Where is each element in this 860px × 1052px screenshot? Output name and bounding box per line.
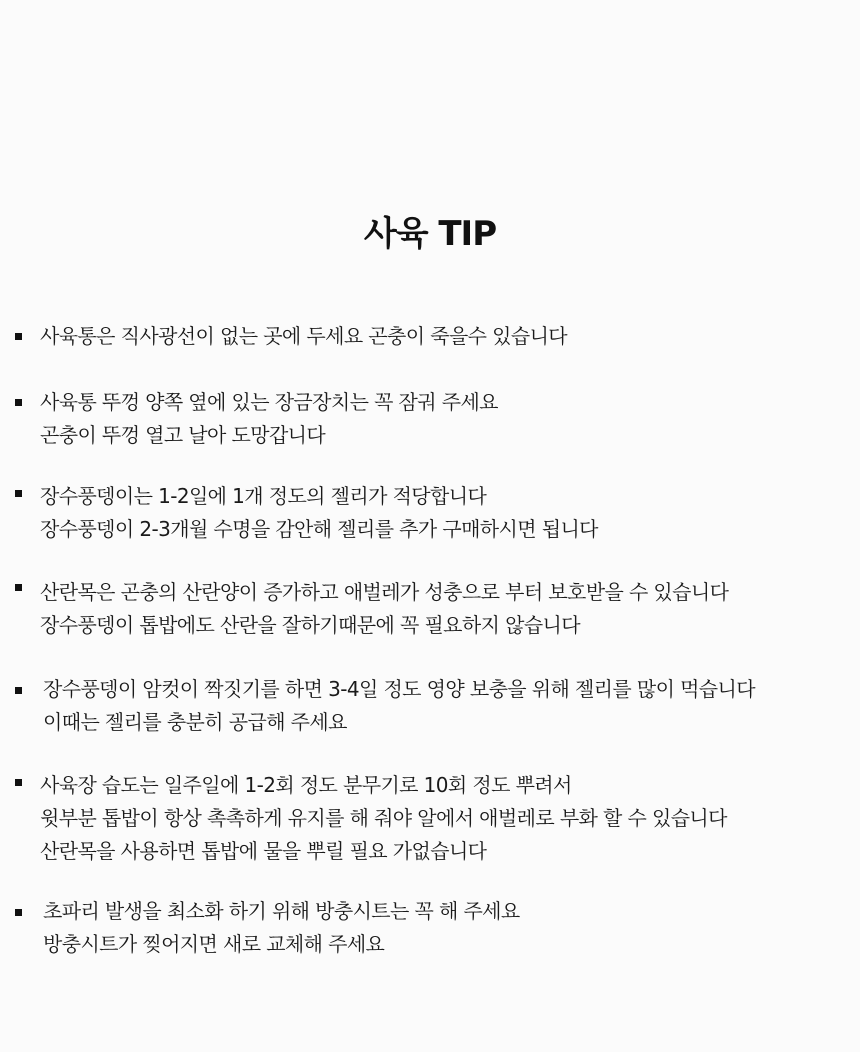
tip-text: 곤충이 뚜껑 열고 날아 도망갑니다 xyxy=(40,423,326,447)
tip-text: 장수풍뎅이 2-3개월 수명을 감안해 젤리를 추가 구매하시면 됩니다 xyxy=(40,517,598,541)
tip-text: 장수풍뎅이 암컷이 짝짓기를 하면 3-4일 정도 영양 보충을 위해 젤리를 많이 먹습니다 xyxy=(43,677,755,701)
tip-text: 이때는 젤리를 충분히 공급해 주세요 xyxy=(43,710,347,734)
tip-text: 사육통 뚜껑 양쪽 옆에 있는 장금장치는 꼭 잠궈 주세요 xyxy=(40,390,498,414)
tip-text: 산란목을 사용하면 톱밥에 물을 뿌릴 필요 가없습니다 xyxy=(40,839,487,863)
bullet-icon xyxy=(15,584,22,591)
tip-text: 윗부분 톱밥이 항상 촉촉하게 유지를 해 줘야 알에서 애벌레로 부화 할 수 있습니다 xyxy=(40,806,727,830)
bullet-icon xyxy=(15,909,22,916)
tip-text: 산란목은 곤충의 산란양이 증가하고 애벌레가 성충으로 부터 보호받을 수 있습니다 xyxy=(40,580,729,604)
tip-text: 사육장 습도는 일주일에 1-2회 정도 분무기로 10회 정도 뿌려서 xyxy=(40,773,572,797)
bullet-icon xyxy=(15,687,22,694)
tip-text: 사육통은 직사광선이 없는 곳에 두세요 곤충이 죽을수 있습니다 xyxy=(40,324,568,348)
tip-text: 초파리 발생을 최소화 하기 위해 방충시트는 꼭 해 주세요 xyxy=(43,899,520,923)
tip-text: 방충시트가 찢어지면 새로 교체해 주세요 xyxy=(43,932,385,956)
bullet-icon xyxy=(15,779,22,786)
bullet-icon xyxy=(15,490,22,497)
tip-text: 장수풍뎅이 톱밥에도 산란을 잘하기때문에 꼭 필요하지 않습니다 xyxy=(40,613,580,637)
tip-text: 장수풍뎅이는 1-2일에 1개 정도의 젤리가 적당합니다 xyxy=(40,484,487,508)
bullet-icon xyxy=(15,333,22,340)
bullet-icon xyxy=(15,399,22,406)
page-title: 사육 TIP xyxy=(363,213,497,254)
